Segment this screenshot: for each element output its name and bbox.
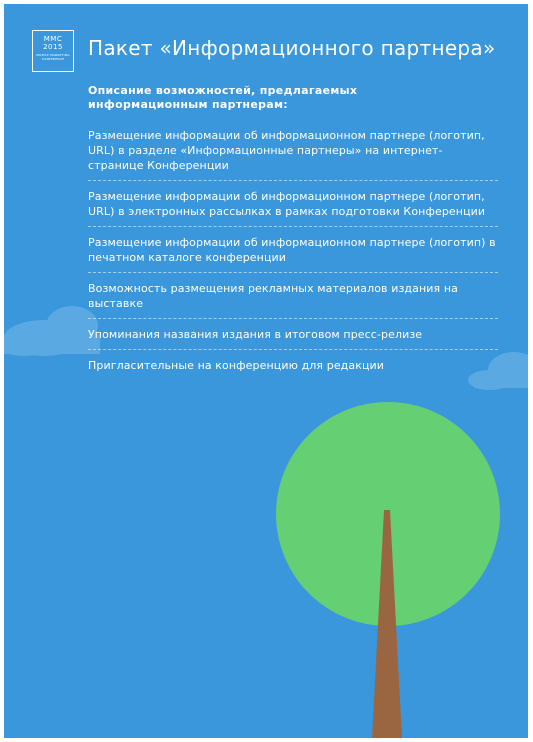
feature-item: Упоминания названия издания в итоговом пресс-релизе xyxy=(88,319,498,350)
feature-item: Размещение информации об информационном партнере (логотип) в печатном каталоге конференции xyxy=(88,227,498,273)
features-subtitle: Описание возможностей, предлагаемых информационным партнерам: xyxy=(88,84,358,111)
logo-text-mmc: MMC xyxy=(43,35,63,43)
page xyxy=(4,4,528,738)
feature-item: Размещение информации об информационном партнере (логотип, URL) в разделе «Информационные партнеры» на интернет-странице Конференции xyxy=(88,120,498,181)
page-title: Пакет «Информационного партнера» xyxy=(88,36,496,60)
logo-text-conference: MOBILE MARKETING CONFERENCE xyxy=(36,53,70,61)
feature-item: Возможность размещения рекламных материалов издания на выставке xyxy=(88,273,498,319)
feature-item: Пригласительные на конференцию для редакции xyxy=(88,359,385,372)
cloud-left xyxy=(4,306,100,356)
features-list xyxy=(88,120,498,380)
feature-item: Размещение информации об информационном партнере (логотип, URL) в электронных рассылках в рамках подготовки Конференции xyxy=(88,181,498,227)
logo-text-year: 2015 xyxy=(43,43,63,51)
mmc-logo xyxy=(32,30,74,72)
